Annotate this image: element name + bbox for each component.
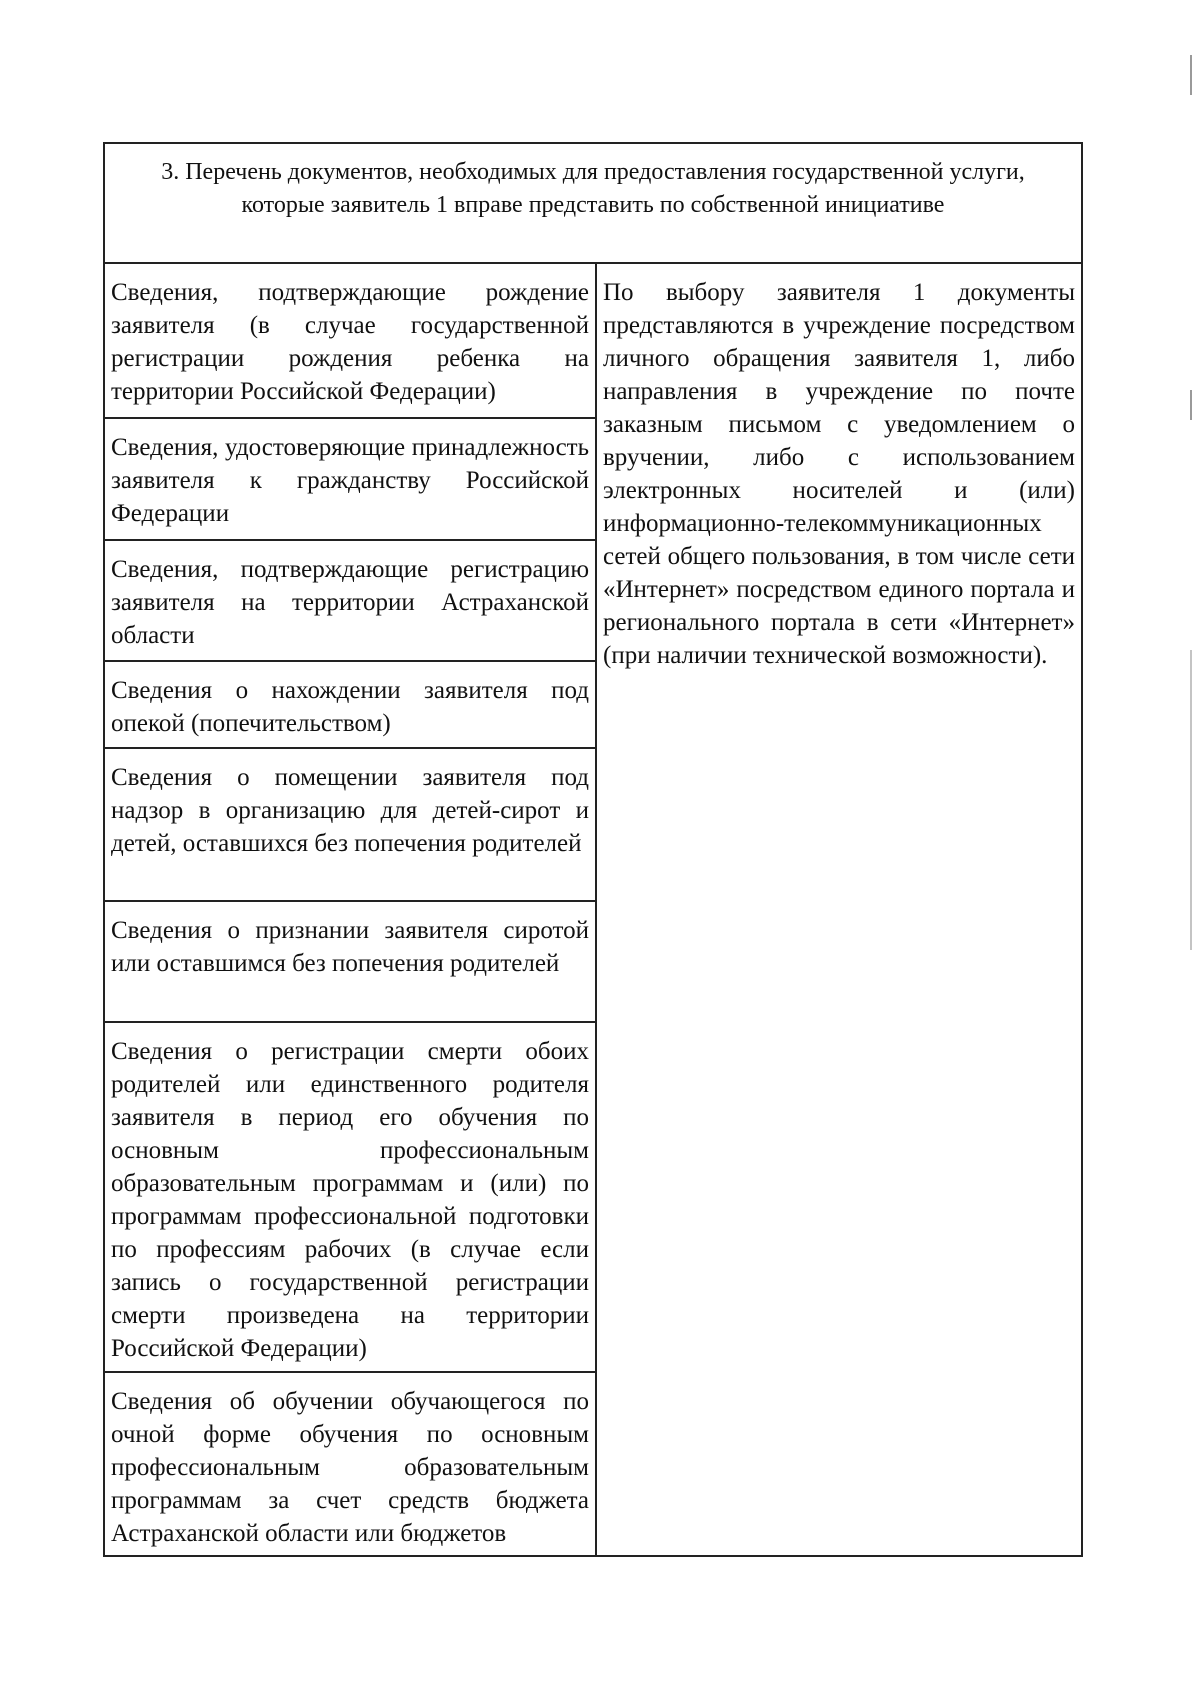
document-item-citizenship: Сведения, удостоверяющие принадлежность заявителя к гражданству Российской Федерации (104, 418, 596, 540)
document-item-birth: Сведения, подтверждающие рождение заявителя (в случае государственной регистрации рождения ребенка на территории Российской Федерации) (104, 263, 596, 418)
scan-edge-mark (1190, 650, 1192, 950)
document-item-death-registration: Сведения о регистрации смерти обоих родителей или единственного родителя заявителя в период его обучения по основным профессиональным образовательным программам и (или) по программам профессиональной подготовки по профессиям рабочих (в случае если запись о государственной регистрации смерти произведена на территории Российской Федерации) (104, 1022, 596, 1372)
document-item-supervision: Сведения о помещении заявителя под надзор в организацию для детей-сирот и детей, оставшихся без попечения родителей (104, 748, 596, 901)
section-header: 3. Перечень документов, необходимых для предоставления государственной услуги, которые заявитель 1 вправе представить по собственной инициативе (104, 143, 1082, 263)
document-item-guardianship: Сведения о нахождении заявителя под опекой (попечительством) (104, 661, 596, 748)
document-item-education: Сведения об обучении обучающегося по очной форме обучения по основным профессиональным образовательным программам за счет средств бюджета Астраханской области или бюджетов (104, 1372, 596, 1556)
document-item-orphan-status: Сведения о признании заявителя сиротой или оставшимся без попечения родителей (104, 901, 596, 1022)
section-header-row (104, 143, 1082, 263)
scan-edge-mark (1190, 55, 1192, 95)
document-item-registration: Сведения, подтверждающие регистрацию заявителя на территории Астраханской области (104, 540, 596, 661)
documents-table (103, 142, 1083, 1557)
scan-edge-mark (1190, 390, 1192, 420)
table-row (104, 263, 1082, 418)
submission-method-text: По выбору заявителя 1 документы представляются в учреждение посредством личного обращения заявителя 1, либо направления в учреждение по почте заказным письмом с уведомлением о вручении, либо с использованием электронных носителей и (или) информационно-телекоммуникационных сетей общего пользования, в том числе сети «Интернет» посредством единого портала и регионального портала в сети «Интернет» (при наличии технической возможности). (596, 263, 1082, 1556)
